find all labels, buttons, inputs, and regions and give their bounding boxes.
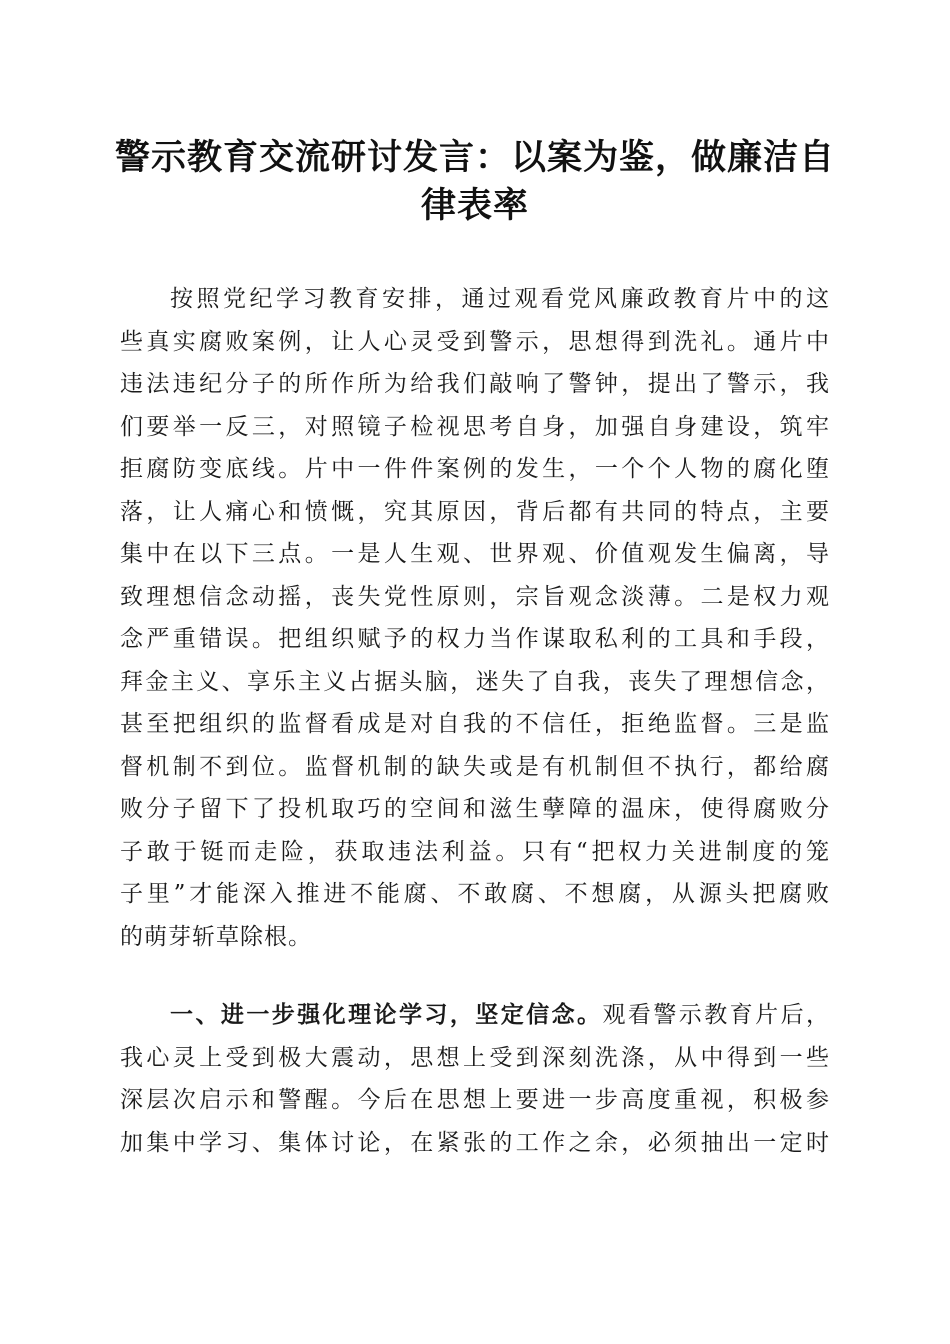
paragraph-line: 念严重错误。把组织赋予的权力当作谋取私利的工具和手段， (120, 626, 830, 652)
paragraph-line: 致理想信念动摇，丧失党性原则，宗旨观念淡薄。二是权力观 (120, 583, 830, 610)
paragraph-line-with-heading (120, 994, 830, 1037)
section-heading: 一、进一步强化理论学习，坚定信念。 (170, 1002, 603, 1028)
paragraph-line: 甚至把组织的监督看成是对自我的不信任，拒绝监督。三是监 (120, 711, 830, 737)
paragraph-line: 拜金主义、享乐主义占据头脑，迷失了自我，丧失了理想信念， (120, 668, 830, 695)
title-line-1: 警示教育交流研讨发言：以案为鉴，做廉洁自 (114, 138, 835, 178)
paragraph-line: 加集中学习、集体讨论，在紧张的工作之余，必须抽出一定时 (120, 1129, 830, 1156)
paragraph-line: 些真实腐败案例，让人心灵受到警示，思想得到洗礼。通片中 (120, 328, 830, 355)
paragraph-line: 落，让人痛心和愤慨，究其原因，背后都有共同的特点，主要 (120, 498, 830, 525)
document-title (110, 134, 840, 230)
paragraph-line: 的萌芽斩草除根。 (120, 923, 312, 950)
paragraph-line: 深层次启示和警醒。今后在思想上要进一步高度重视，积极参 (120, 1087, 830, 1113)
paragraph-line: 子敢于铤而走险，获取违法利益。只有“把权力关进制度的笼 (120, 838, 830, 865)
paragraph-line: 拒腐防变底线。片中一件件案例的发生，一个个人物的腐化堕 (120, 456, 830, 482)
paragraph-line: 我心灵上受到极大震动，思想上受到深刻洗涤，从中得到一些 (120, 1044, 830, 1071)
paragraph-line: 按照党纪学习教育安排，通过观看党风廉政教育片中的这 (170, 286, 830, 312)
paragraph-intro (120, 278, 830, 958)
paragraph-line: 败分子留下了投机取巧的空间和滋生孽障的温床，使得腐败分 (120, 796, 830, 822)
paragraph-line: 违法违纪分子的所作所为给我们敲响了警钟，提出了警示，我 (120, 371, 830, 397)
paragraph-line: 集中在以下三点。一是人生观、世界观、价值观发生偏离，导 (120, 541, 830, 567)
paragraph-line: 们要举一反三，对照镜子检视思考自身，加强自身建设，筑牢 (120, 413, 830, 440)
title-line-2: 律表率 (420, 186, 529, 226)
paragraph-line: 子里”才能深入推进不能腐、不敢腐、不想腐，从源头把腐败 (120, 881, 830, 907)
section-heading-continuation: 观看警示教育片后， (602, 1002, 830, 1028)
paragraph-section-one (120, 994, 830, 1164)
paragraph-line: 督机制不到位。监督机制的缺失或是有机制但不执行，都给腐 (120, 753, 830, 780)
